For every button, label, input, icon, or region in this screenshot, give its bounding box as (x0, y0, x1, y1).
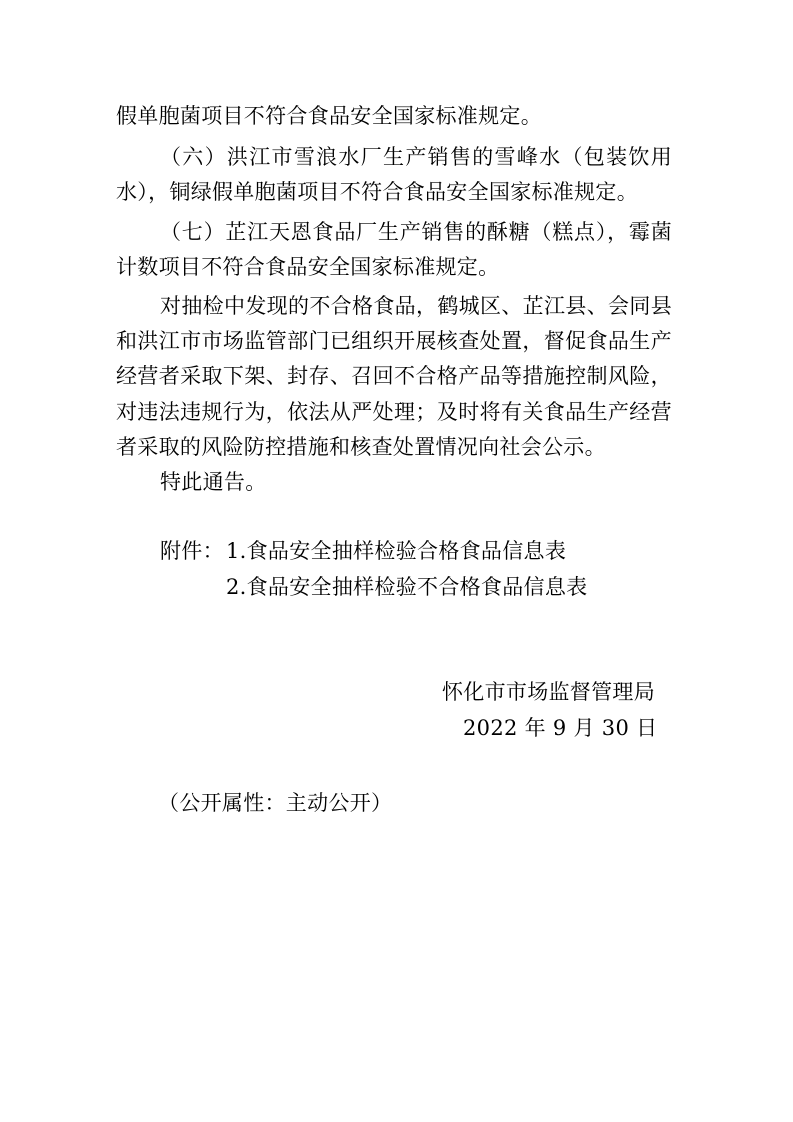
attachment-item: 2.食品安全抽样检验不合格食品信息表 (226, 575, 588, 599)
disclosure-attribute: （公开属性：主动公开） (158, 791, 393, 815)
paragraph-line: 对违法违规行为，依法从严处理；及时将有关食品生产经营 (116, 400, 672, 424)
attachment-item: 1.食品安全抽样检验合格食品信息表 (226, 539, 567, 563)
attachment-label: 附件： (160, 539, 224, 563)
paragraph-line: 对抽检中发现的不合格食品，鹤城区、芷江县、会同县 (160, 294, 672, 318)
paragraph-line: 假单胞菌项目不符合食品安全国家标准规定。 (116, 104, 542, 128)
paragraph-line: 计数项目不符合食品安全国家标准规定。 (116, 255, 500, 279)
closing-line: 特此通告。 (160, 470, 267, 494)
signing-organization: 怀化市市场监督管理局 (442, 680, 655, 704)
paragraph-line: 者采取的风险防控措施和核查处置情况向社会公示。 (116, 435, 606, 459)
signing-date: 2022 年 9 月 30 日 (463, 716, 658, 740)
paragraph-line: 和洪江市市场监管部门已组织开展核查处置，督促食品生产 (116, 329, 672, 353)
paragraph-line: （六）洪江市雪浪水厂生产销售的雪峰水（包装饮用 (160, 145, 672, 169)
paragraph-line: 水），铜绿假单胞菌项目不符合食品安全国家标准规定。 (116, 180, 638, 204)
paragraph-line: （七）芷江天恩食品厂生产销售的酥糖（糕点），霉菌 (160, 220, 672, 244)
paragraph-line: 经营者采取下架、封存、召回不合格产品等措施控制风险， (116, 364, 672, 388)
